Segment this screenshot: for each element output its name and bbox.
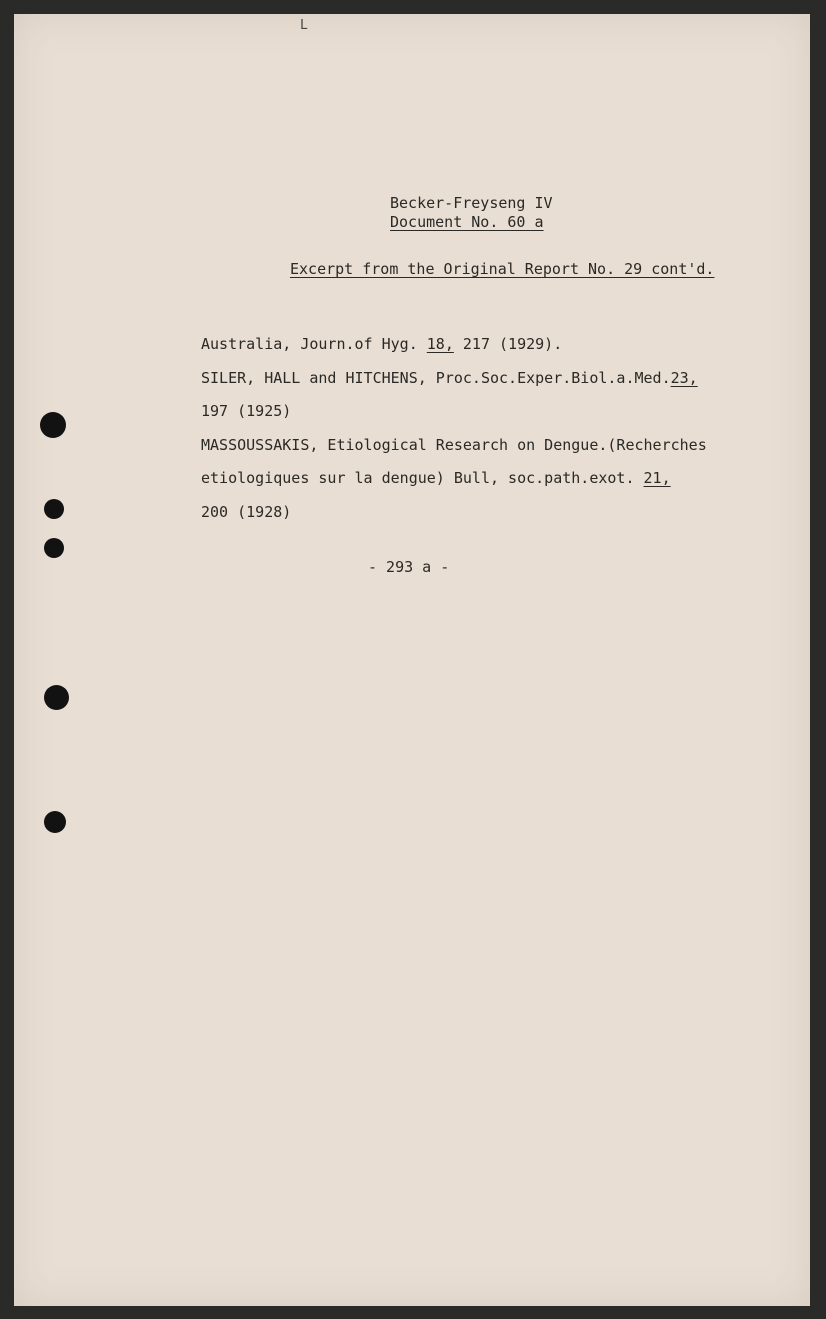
reference-line: Australia, Journ.of Hyg. 18, 217 (1929). [201, 335, 563, 353]
page-number: - 293 a - [368, 558, 450, 576]
punch-hole [44, 811, 66, 833]
reference-list [201, 328, 707, 529]
punch-hole [44, 538, 64, 558]
punch-hole [44, 499, 64, 519]
punch-hole [44, 685, 69, 710]
volume-number: 18, [426, 335, 454, 353]
volume-number: 21, [643, 469, 671, 487]
document-header [390, 194, 553, 232]
reference-line: MASSOUSSAKIS, Etiological Research on Dengue.(Recherches [201, 435, 707, 454]
reference-line: SILER, HALL and HITCHENS, Proc.Soc.Exper.Biol.a.Med.23, [201, 368, 698, 387]
header-document-number: Document No. 60 a [390, 213, 544, 231]
reference-line: 200 (1928) [201, 502, 292, 521]
margin-mark: L [300, 18, 308, 33]
document-page [14, 14, 810, 1306]
header-case-name: Becker-Freyseng IV [390, 194, 553, 212]
reference-line: 197 (1925) [201, 402, 292, 420]
excerpt-title: Excerpt from the Original Report No. 29 cont'd. [290, 260, 715, 278]
volume-number: 23, [670, 368, 698, 387]
punch-hole [40, 412, 66, 438]
reference-line: etiologiques sur la dengue) Bull, soc.path.exot. 21, [201, 469, 671, 487]
